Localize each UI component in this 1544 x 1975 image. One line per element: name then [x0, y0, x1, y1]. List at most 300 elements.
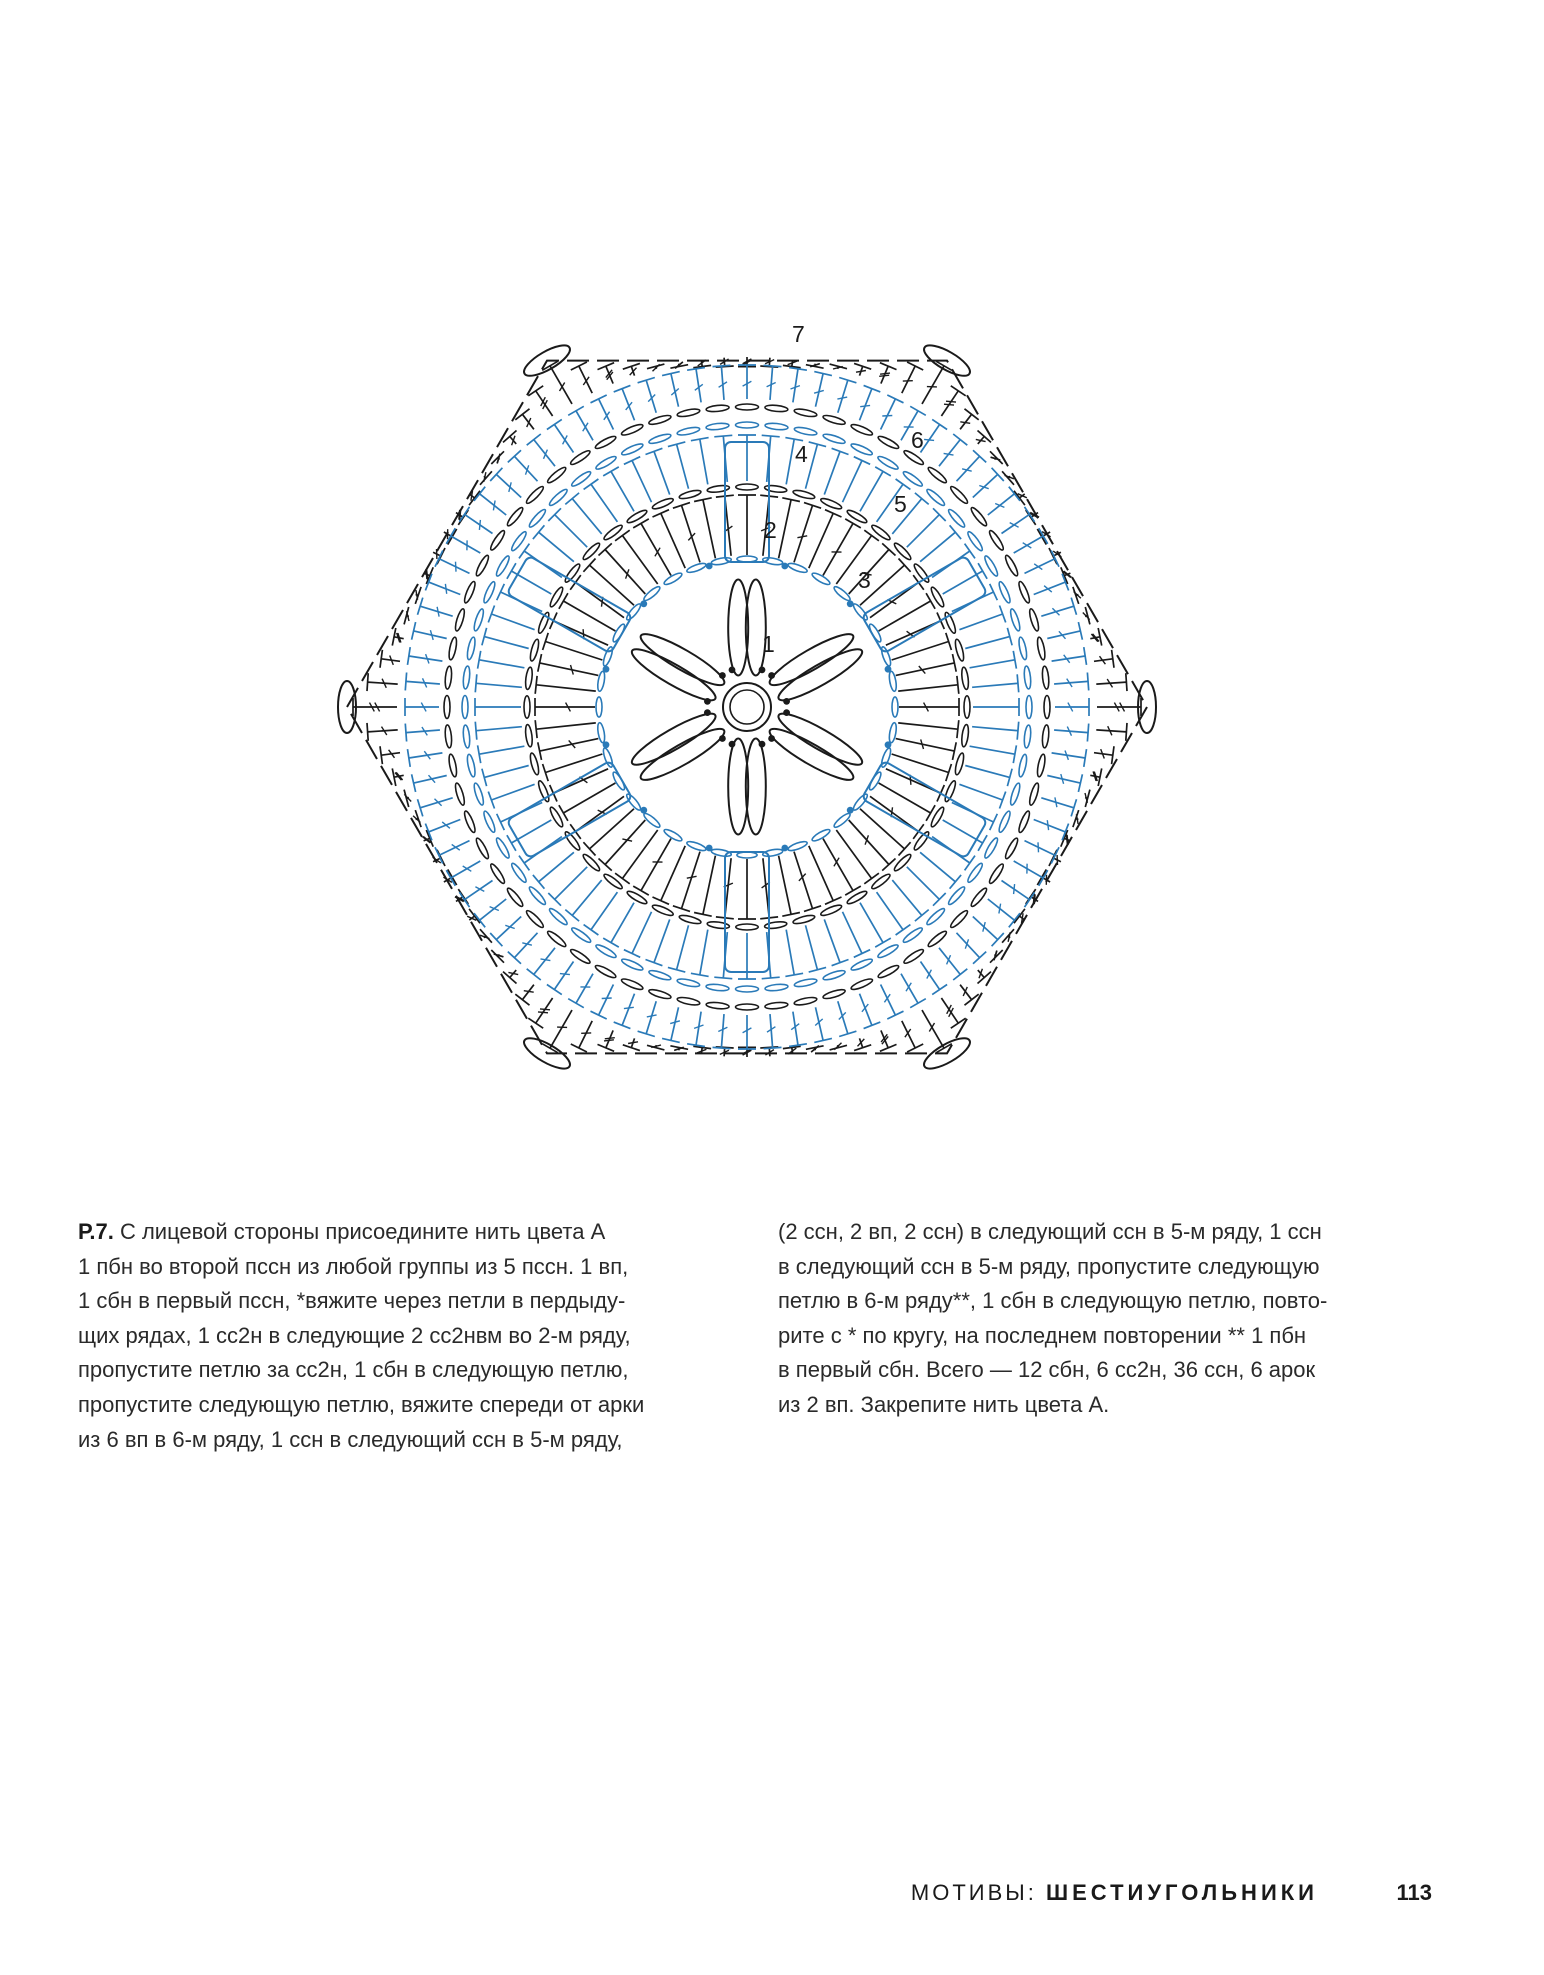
chain-stitch-blue: [888, 671, 897, 692]
treble-blue: [1034, 582, 1066, 594]
treble-blue: [599, 399, 614, 430]
outer-stitch: [536, 998, 553, 1023]
double-crochet-top: [957, 676, 959, 694]
chain-stitch: [764, 484, 787, 493]
chain-stitch-blue-outer: [482, 581, 497, 604]
treble-blue-bar: [999, 904, 1001, 914]
chain-stitch-row6: [1028, 608, 1040, 632]
outer-stitch: [579, 366, 592, 393]
chain-stitch-blue: [888, 722, 897, 743]
chain-stitch: [870, 523, 891, 541]
chain-stitch: [524, 724, 533, 747]
chain-stitch-row6: [794, 408, 818, 418]
single-crochet-blue: [877, 892, 903, 930]
treble-blue: [576, 974, 593, 1004]
single-crochet-blue: [484, 766, 528, 778]
treble-blue: [838, 380, 848, 413]
double-crochet: [779, 856, 792, 915]
treble-blue-bar: [995, 504, 1004, 508]
double-crochet-top: [535, 720, 537, 738]
treble-blue: [451, 536, 481, 553]
single-crochet-blue-top: [714, 435, 732, 437]
instruction-line: 1 пбн во второй пссн из любой группы из 5 пссн. 1 вп,: [78, 1253, 629, 1279]
treble-blue-bar: [837, 397, 847, 399]
treble-blue: [646, 380, 656, 413]
chart-stitches-blue: [405, 365, 1089, 1049]
chain-stitch-row6: [765, 404, 788, 412]
single-crochet-blue: [824, 919, 840, 962]
outer-stitch-bar: [979, 969, 982, 978]
chain-stitch-blue-outer: [794, 977, 818, 988]
slip-stitch-dot-blue: [706, 563, 713, 570]
chain-stitch-row6: [677, 408, 701, 418]
treble-blue-bar: [456, 562, 457, 572]
single-crochet-blue-top: [978, 835, 987, 851]
single-crochet-blue-top: [507, 563, 516, 579]
chain-stitch-blue-outer: [677, 426, 701, 437]
chain-stitch-row6: [927, 465, 949, 484]
treble-blue: [1041, 606, 1074, 616]
outer-stitch-top: [1126, 723, 1127, 741]
chain-stitch: [954, 639, 966, 662]
single-crochet-blue: [632, 912, 652, 954]
single-crochet-blue: [476, 683, 522, 687]
chain-stitch-blue-outer: [466, 754, 477, 778]
chain-stitch-blue-outer: [1009, 608, 1022, 632]
treble-blue: [988, 494, 1015, 515]
chain-stitch-row6: [474, 554, 490, 577]
treble-blue: [1054, 681, 1088, 684]
chain-stitch: [529, 752, 541, 775]
outer-stitch-top: [571, 362, 587, 370]
chain-stitch: [602, 523, 623, 541]
chain-stitch-blue: [686, 840, 707, 853]
outer-stitch-bar: [960, 422, 970, 424]
outer-stitch: [1096, 682, 1126, 684]
single-crochet-blue: [786, 439, 794, 484]
outer-stitch-bar: [1076, 814, 1078, 824]
double-crochet: [605, 820, 645, 865]
slip-stitch-dot: [719, 735, 726, 742]
double-crochet: [898, 723, 958, 729]
chain-stitch: [707, 921, 730, 930]
treble-blue: [496, 474, 521, 497]
treble-blue: [1002, 881, 1030, 900]
outer-stitch-bar: [524, 991, 534, 993]
chain-stitch-blue: [596, 671, 605, 692]
treble-blue: [622, 389, 634, 421]
double-crochet-top: [535, 676, 537, 694]
single-crochet-blue: [555, 867, 588, 900]
slip-stitch-dot: [768, 672, 775, 679]
single-crochet-blue-top: [1017, 674, 1019, 692]
double-crochet: [536, 723, 596, 729]
treble-blue: [480, 899, 507, 920]
outer-stitch-bar: [538, 1012, 548, 1013]
slip-stitch-dot-blue: [885, 741, 892, 748]
treble-blue-bar: [882, 416, 892, 417]
page-number: 113: [1396, 1880, 1432, 1905]
single-crochet-blue-top: [1017, 722, 1019, 740]
petal-stitch: [627, 707, 720, 772]
outer-stitch: [522, 414, 534, 429]
treble-blue-bar: [479, 520, 480, 530]
double-crochet-top: [825, 897, 842, 904]
chain-stitch-row6: [1041, 666, 1049, 689]
treble-blue: [860, 994, 872, 1026]
single-crochet-blue-top: [854, 950, 870, 958]
single-crochet-blue: [907, 515, 940, 548]
crochet-chart-diagram: [280, 300, 1220, 1120]
outer-stitch: [902, 1021, 915, 1048]
treble-blue-bar: [624, 1007, 634, 1008]
chain-stitch-row6: [454, 608, 466, 632]
single-crochet-blue-top: [762, 435, 780, 437]
single-crochet-blue-top: [565, 493, 579, 505]
treble-blue-top: [405, 724, 406, 742]
chain-stitch-row6: [1017, 580, 1031, 604]
outer-stitch-bar: [879, 375, 889, 376]
treble-blue: [793, 369, 798, 403]
treble-blue: [420, 798, 453, 808]
outer-stitch: [941, 998, 958, 1023]
single-crochet-blue-top: [950, 875, 962, 889]
chain-stitch: [954, 752, 966, 775]
chain-stitch-row6: [677, 996, 701, 1006]
outer-stitch-bar: [944, 404, 954, 405]
double-crochet: [794, 505, 813, 562]
slip-stitch-dot: [759, 741, 766, 748]
single-crochet-blue: [860, 903, 883, 943]
treble-blue: [414, 631, 447, 639]
chain-stitch-row6: [850, 423, 874, 437]
chain-stitch-blue-outer: [765, 983, 789, 991]
chain-stitch-row6: [1017, 810, 1031, 834]
chain-stitch: [964, 696, 970, 718]
chain-stitch-row6: [1036, 637, 1046, 661]
treble-blue-top: [887, 1011, 903, 1019]
single-crochet-blue-top: [624, 457, 640, 465]
chain-stitch-blue-outer: [472, 782, 485, 806]
row-label-6: 6: [911, 427, 924, 453]
slip-stitch-dot-blue: [640, 600, 647, 607]
chain-stitch-row6: [505, 506, 524, 528]
treble-blue: [973, 474, 998, 497]
chain-stitch-row6: [1004, 837, 1020, 860]
chain-stitch: [929, 806, 945, 828]
chain-stitch: [529, 639, 541, 662]
treble-blue: [770, 366, 773, 400]
treble-blue: [838, 1001, 848, 1034]
slip-stitch-dot-blue: [781, 563, 788, 570]
single-crochet-blue-top: [533, 875, 545, 889]
chain-stitch: [548, 586, 564, 608]
treble-blue-bar: [490, 907, 499, 911]
treble-blue: [921, 962, 940, 990]
double-crochet-top: [615, 873, 630, 884]
treble-blue-bar: [437, 607, 439, 617]
single-crochet-blue: [572, 880, 602, 915]
chain-stitch-blue-outer: [595, 454, 618, 471]
chain-stitch-row6: [463, 580, 477, 604]
chain-stitch-blue: [787, 562, 808, 575]
chain-stitch-row6: [448, 637, 458, 661]
chain-stitch-blue-outer: [877, 943, 900, 960]
slip-stitch-dot: [783, 709, 790, 716]
chain-stitch-row6: [546, 465, 568, 484]
treble-blue: [480, 494, 507, 515]
treble-blue-bar: [544, 450, 548, 459]
treble-blue: [646, 1001, 656, 1034]
treble-blue-top: [1087, 673, 1088, 691]
slip-stitch-dot-blue: [603, 666, 610, 673]
chain-stitch-row6: [706, 1001, 729, 1009]
slip-stitch-dot: [704, 709, 711, 716]
instruction-line: пропустите следующую петлю, вяжите спереди от арки: [78, 1391, 645, 1417]
treble-blue-top: [932, 419, 947, 429]
outer-stitch-bar: [416, 590, 418, 600]
chain-stitch-row6: [949, 909, 970, 930]
chain-stitch-row6: [620, 423, 644, 437]
treble-blue-top: [910, 406, 926, 415]
single-crochet-blue-top: [603, 467, 619, 476]
row-label-1: 1: [762, 631, 775, 657]
outer-stitch-bar: [605, 1038, 615, 1039]
chain-stitch: [929, 586, 945, 608]
outer-stitch: [922, 1010, 944, 1048]
chain-stitch-row6: [463, 810, 477, 834]
outer-stitch-top: [367, 723, 368, 741]
row-label-2: 2: [764, 517, 777, 543]
treble-blue: [671, 1007, 679, 1040]
chain-stitch-row6: [736, 1004, 759, 1010]
instruction-line: рите с * по кругу, на последнем повторении ** 1 пбн: [778, 1322, 1307, 1348]
double-crochet: [849, 820, 889, 865]
double-crochet: [682, 852, 701, 909]
double-crochet: [809, 513, 833, 568]
chain-stitch-blue: [787, 840, 808, 853]
chain-stitch-blue-outer: [736, 422, 759, 428]
single-crochet-blue: [972, 683, 1018, 687]
chain-stitch-blue-outer: [765, 422, 789, 430]
chain-stitch-row6: [648, 414, 672, 426]
instruction-line: из 2 вп. Закрепите нить цвета А.: [778, 1391, 1110, 1417]
treble-blue-top: [527, 969, 541, 980]
treble-blue-bar: [1014, 884, 1015, 894]
chain-stitch-row6: [454, 782, 466, 806]
chain-stitch: [626, 889, 648, 905]
treble-blue-top: [1009, 913, 1020, 927]
row-label-4: 4: [795, 441, 808, 467]
chain-stitch-blue-outer: [494, 555, 511, 578]
single-crochet-blue-top: [584, 479, 599, 489]
single-crochet-blue: [806, 925, 818, 969]
instruction-line: [78, 1215, 748, 1250]
treble-blue-top: [864, 385, 881, 392]
chain-stitch-row6: [949, 485, 970, 506]
treble-blue: [770, 1014, 773, 1048]
chain-stitch-blue-outer: [621, 442, 644, 457]
single-crochet-blue: [970, 660, 1015, 668]
outer-stitch-bar: [604, 1040, 614, 1041]
single-crochet-blue: [700, 930, 708, 975]
treble-blue-bar: [442, 822, 450, 828]
treble-blue-bar: [541, 959, 551, 961]
outer-stitch: [606, 366, 613, 384]
instructions-column-left: [78, 1215, 748, 1457]
single-crochet-blue-top: [584, 925, 599, 935]
single-crochet-blue-top: [875, 467, 891, 476]
treble-blue: [420, 606, 453, 616]
treble-blue: [939, 948, 960, 975]
outer-stitch-top: [1112, 650, 1114, 668]
treble-blue-top: [568, 999, 584, 1008]
treble-blue-bar: [560, 974, 570, 975]
single-crochet-blue: [654, 919, 670, 962]
chain-stitch-row6: [594, 434, 617, 450]
double-crochet: [590, 809, 635, 849]
section-name: ШЕСТИУГОЛЬНИКИ: [1046, 1880, 1318, 1905]
slip-stitch-dot-blue: [847, 600, 854, 607]
outer-stitch-top: [367, 673, 368, 691]
treble-blue: [599, 985, 614, 1016]
chain-stitch-blue-outer: [621, 957, 644, 972]
treble-blue-top: [446, 870, 455, 886]
treble-blue-bar: [445, 584, 446, 594]
instruction-line: в первый сбн. Всего — 12 сбн, 6 сс2н, 36 ссн, 6 арок: [778, 1357, 1316, 1383]
single-crochet-blue-top: [950, 525, 962, 539]
petal-stitch: [774, 707, 867, 772]
petal-stitch: [636, 627, 729, 692]
treble-blue: [1025, 559, 1056, 574]
treble-blue-top: [1039, 528, 1048, 544]
double-crochet-bar: [797, 536, 807, 538]
chain-stitch-blue: [596, 722, 605, 743]
treble-blue-bar: [947, 955, 951, 964]
treble-blue: [464, 514, 492, 533]
chain-stitch-row6: [794, 996, 818, 1006]
outer-stitch-bar: [628, 1042, 638, 1044]
treble-blue: [1047, 776, 1080, 784]
treble-blue: [957, 456, 980, 481]
treble-blue: [1014, 536, 1043, 553]
treble-blue: [816, 374, 824, 407]
treble-blue-top: [1087, 724, 1088, 742]
double-crochet-top: [957, 720, 959, 738]
chain-stitch-row6: [444, 725, 452, 748]
single-crochet-blue: [491, 614, 534, 630]
treble-blue: [514, 456, 537, 481]
instruction-line: щих рядах, 1 сс2н в следующие 2 сс2нвм во 2-м ряду,: [78, 1322, 631, 1348]
single-crochet-blue-top: [990, 584, 998, 600]
slip-stitch-dot-blue: [885, 666, 892, 673]
single-crochet-blue-top: [978, 563, 987, 579]
treble-blue: [1014, 861, 1043, 878]
treble-blue-top: [527, 434, 541, 445]
chain-stitch-blue: [596, 697, 602, 717]
slip-stitch-dot: [704, 698, 711, 705]
chain-stitch-blue-outer: [1017, 754, 1028, 778]
double-crochet: [809, 846, 833, 901]
outer-stitch: [368, 730, 398, 732]
single-crochet-blue: [920, 532, 955, 562]
chain-stitch-blue: [663, 828, 683, 843]
treble-blue: [1054, 730, 1088, 733]
running-footer-section: [911, 1880, 1318, 1906]
chain-stitch-row6: [1028, 782, 1040, 806]
slip-stitch-dot: [729, 667, 736, 674]
instruction-line: 1 сбн в первый пссн, *вяжите через петли в пердыду-: [78, 1288, 626, 1314]
treble-blue-top: [474, 487, 485, 501]
treble-blue: [881, 399, 896, 430]
chain-stitch-blue: [686, 562, 707, 575]
slip-stitch-dot: [729, 741, 736, 748]
outer-stitch-top: [598, 1044, 615, 1051]
treble-blue-bar: [860, 405, 870, 406]
treble-blue-top: [864, 1022, 881, 1029]
chain-stitch-blue-outer: [462, 696, 468, 719]
treble-blue-top: [953, 434, 967, 445]
outer-stitch-top: [571, 1044, 587, 1052]
treble-blue-top: [887, 395, 903, 403]
chain-stitch-blue-outer: [706, 983, 730, 991]
single-crochet-blue: [700, 439, 708, 484]
chain-stitch-blue-outer: [462, 725, 470, 749]
treble-blue-bar: [1044, 586, 1052, 592]
chain-stitch-row6: [525, 485, 546, 506]
chain-stitch: [602, 872, 623, 890]
slip-stitch-dot-blue: [706, 845, 713, 852]
double-crochet-top: [825, 510, 842, 517]
single-crochet-blue: [824, 451, 840, 494]
chain-stitch-row6: [444, 696, 450, 719]
treble-blue: [1052, 753, 1086, 758]
treble-blue: [576, 411, 593, 441]
double-crochet: [703, 856, 716, 915]
chain-stitch-blue-outer: [736, 986, 759, 992]
single-crochet-blue-top: [519, 856, 529, 871]
petal-stitch: [627, 642, 720, 707]
treble-blue: [514, 933, 537, 958]
treble-blue-top: [614, 1022, 631, 1029]
double-crochet: [605, 550, 645, 595]
treble-blue-top: [910, 999, 926, 1008]
double-crochet: [540, 663, 599, 676]
chain-stitch-blue-outer: [822, 432, 846, 445]
single-crochet-blue: [572, 499, 602, 534]
single-crochet-blue: [555, 515, 588, 548]
single-crochet-blue: [965, 766, 1009, 778]
slip-stitch-dot-blue: [781, 845, 788, 852]
outer-stitch-bar: [880, 373, 890, 374]
treble-blue: [534, 948, 555, 975]
outer-stitch-bar: [946, 401, 956, 402]
outer-stitch-top: [380, 746, 382, 764]
outer-stitch-top: [380, 650, 382, 668]
outer-stitch-top: [880, 1044, 897, 1051]
single-crochet-blue: [843, 461, 863, 503]
chain-stitch-blue-outer: [482, 810, 497, 833]
treble-blue: [721, 1014, 724, 1048]
chain-stitch: [792, 489, 815, 501]
petal-stitch: [774, 642, 867, 707]
outer-stitch: [922, 366, 944, 404]
single-crochet-blue-top: [762, 977, 780, 979]
slip-stitch-dot-blue: [640, 807, 647, 814]
outer-stitch-bar: [856, 371, 866, 373]
treble-blue: [1025, 841, 1056, 856]
treble-blue-top: [591, 1011, 607, 1019]
